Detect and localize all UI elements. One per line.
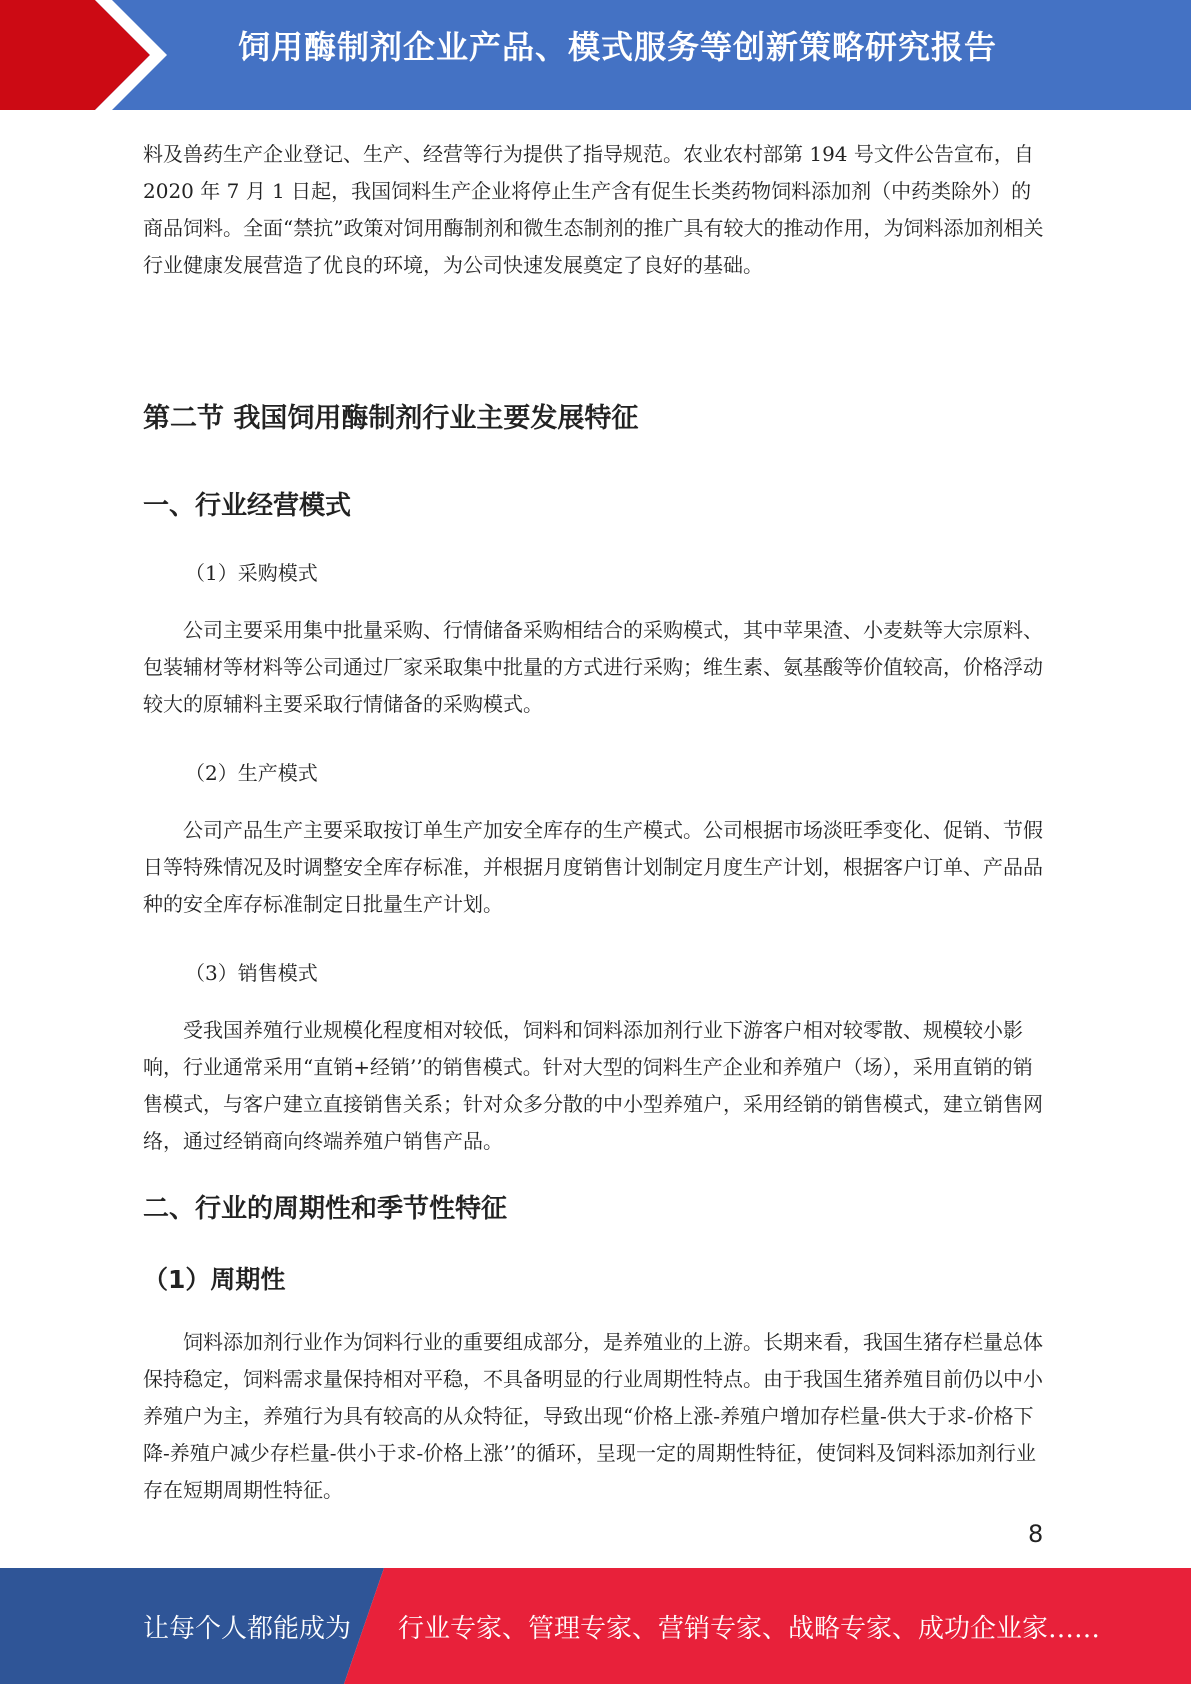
paragraph-sales: 受我国养殖行业规模化程度相对较低，饲料和饲料添加剂行业下游客户相对较零散、规模较小影响，行业通常采用“直销+经销’’的销售模式。针对大型的饲料生产企业和养殖户（场），采用直销的销售模式，与客户建立直接销售关系；针对众多分散的中小型养殖户，采用经销的销售模式，建立销售网络，通过经销商向终端养殖户销售产品。: [143, 1018, 1043, 1153]
intro-paragraph: 料及兽药生产企业登记、生产、经营等行为提供了指导规范。农业农村部第 194 号文件公告宣布，自 2020 年 7 月 1 日起，我国饲料生产企业将停止生产含有促生长类药物饲料添加剂（中药类除外）的商品饲料。全面“禁抗”政策对饲用酶制剂和微生态制剂的推广具有较大的推动作用，为饲料添加剂相关行业健康发展营造了优良的环境，为公司快速发展奠定了良好的基础。: [143, 142, 1044, 277]
page-number: 8: [1028, 1520, 1044, 1548]
footer-slogan-right: 行业专家、管理专家、营销专家、战略专家、成功企业家……: [398, 1614, 1101, 1644]
subheading-sales: （3）销售模式: [185, 961, 318, 985]
paragraph-periodicity: 饲料添加剂行业作为饲料行业的重要组成部分，是养殖业的上游。长期来看，我国生猪存栏量总体保持稳定，饲料需求量保持相对平稳，不具备明显的行业周期性特点。由于我国生猪养殖目前仍以中小养殖户为主，养殖行为具有较高的从众特征，导致出现“价格上涨-养殖户增加存栏量-供大于求-价格下降-养殖户减少存栏量-供小于求-价格上涨’’的循环，呈现一定的周期性特征，使饲料及饲料添加剂行业存在短期周期性特征。: [143, 1330, 1043, 1502]
heading-cyclicality: 二、行业的周期性和季节性特征: [143, 1194, 508, 1224]
report-title: 饲用酶制剂企业产品、模式服务等创新策略研究报告: [238, 28, 998, 66]
footer-slogan-left: 让每个人都能成为: [143, 1614, 352, 1644]
subheading-periodicity: （1）周期性: [143, 1265, 286, 1294]
subheading-procurement: （1）采购模式: [185, 561, 318, 585]
page-header: [0, 0, 1191, 110]
subheading-production: （2）生产模式: [185, 761, 318, 785]
paragraph-production: 公司产品生产主要采取按订单生产加安全库存的生产模式。公司根据市场淡旺季变化、促销、节假日等特殊情况及时调整安全库存标准，并根据月度销售计划制定月度生产计划，根据客户订单、产品品种的安全库存标准制定日批量生产计划。: [143, 818, 1043, 916]
paragraph-procurement: 公司主要采用集中批量采购、行情储备采购相结合的采购模式，其中苹果渣、小麦麸等大宗原料、包装辅材等材料等公司通过厂家采取集中批量的方式进行采购；维生素、氨基酸等价值较高，价格浮动较大的原辅料主要采取行情储备的采购模式。: [143, 618, 1043, 716]
section-title: 第二节 我国饲用酶制剂行业主要发展特征: [143, 403, 639, 434]
page-footer: [0, 1568, 1191, 1684]
heading-business-model: 一、行业经营模式: [143, 491, 352, 521]
